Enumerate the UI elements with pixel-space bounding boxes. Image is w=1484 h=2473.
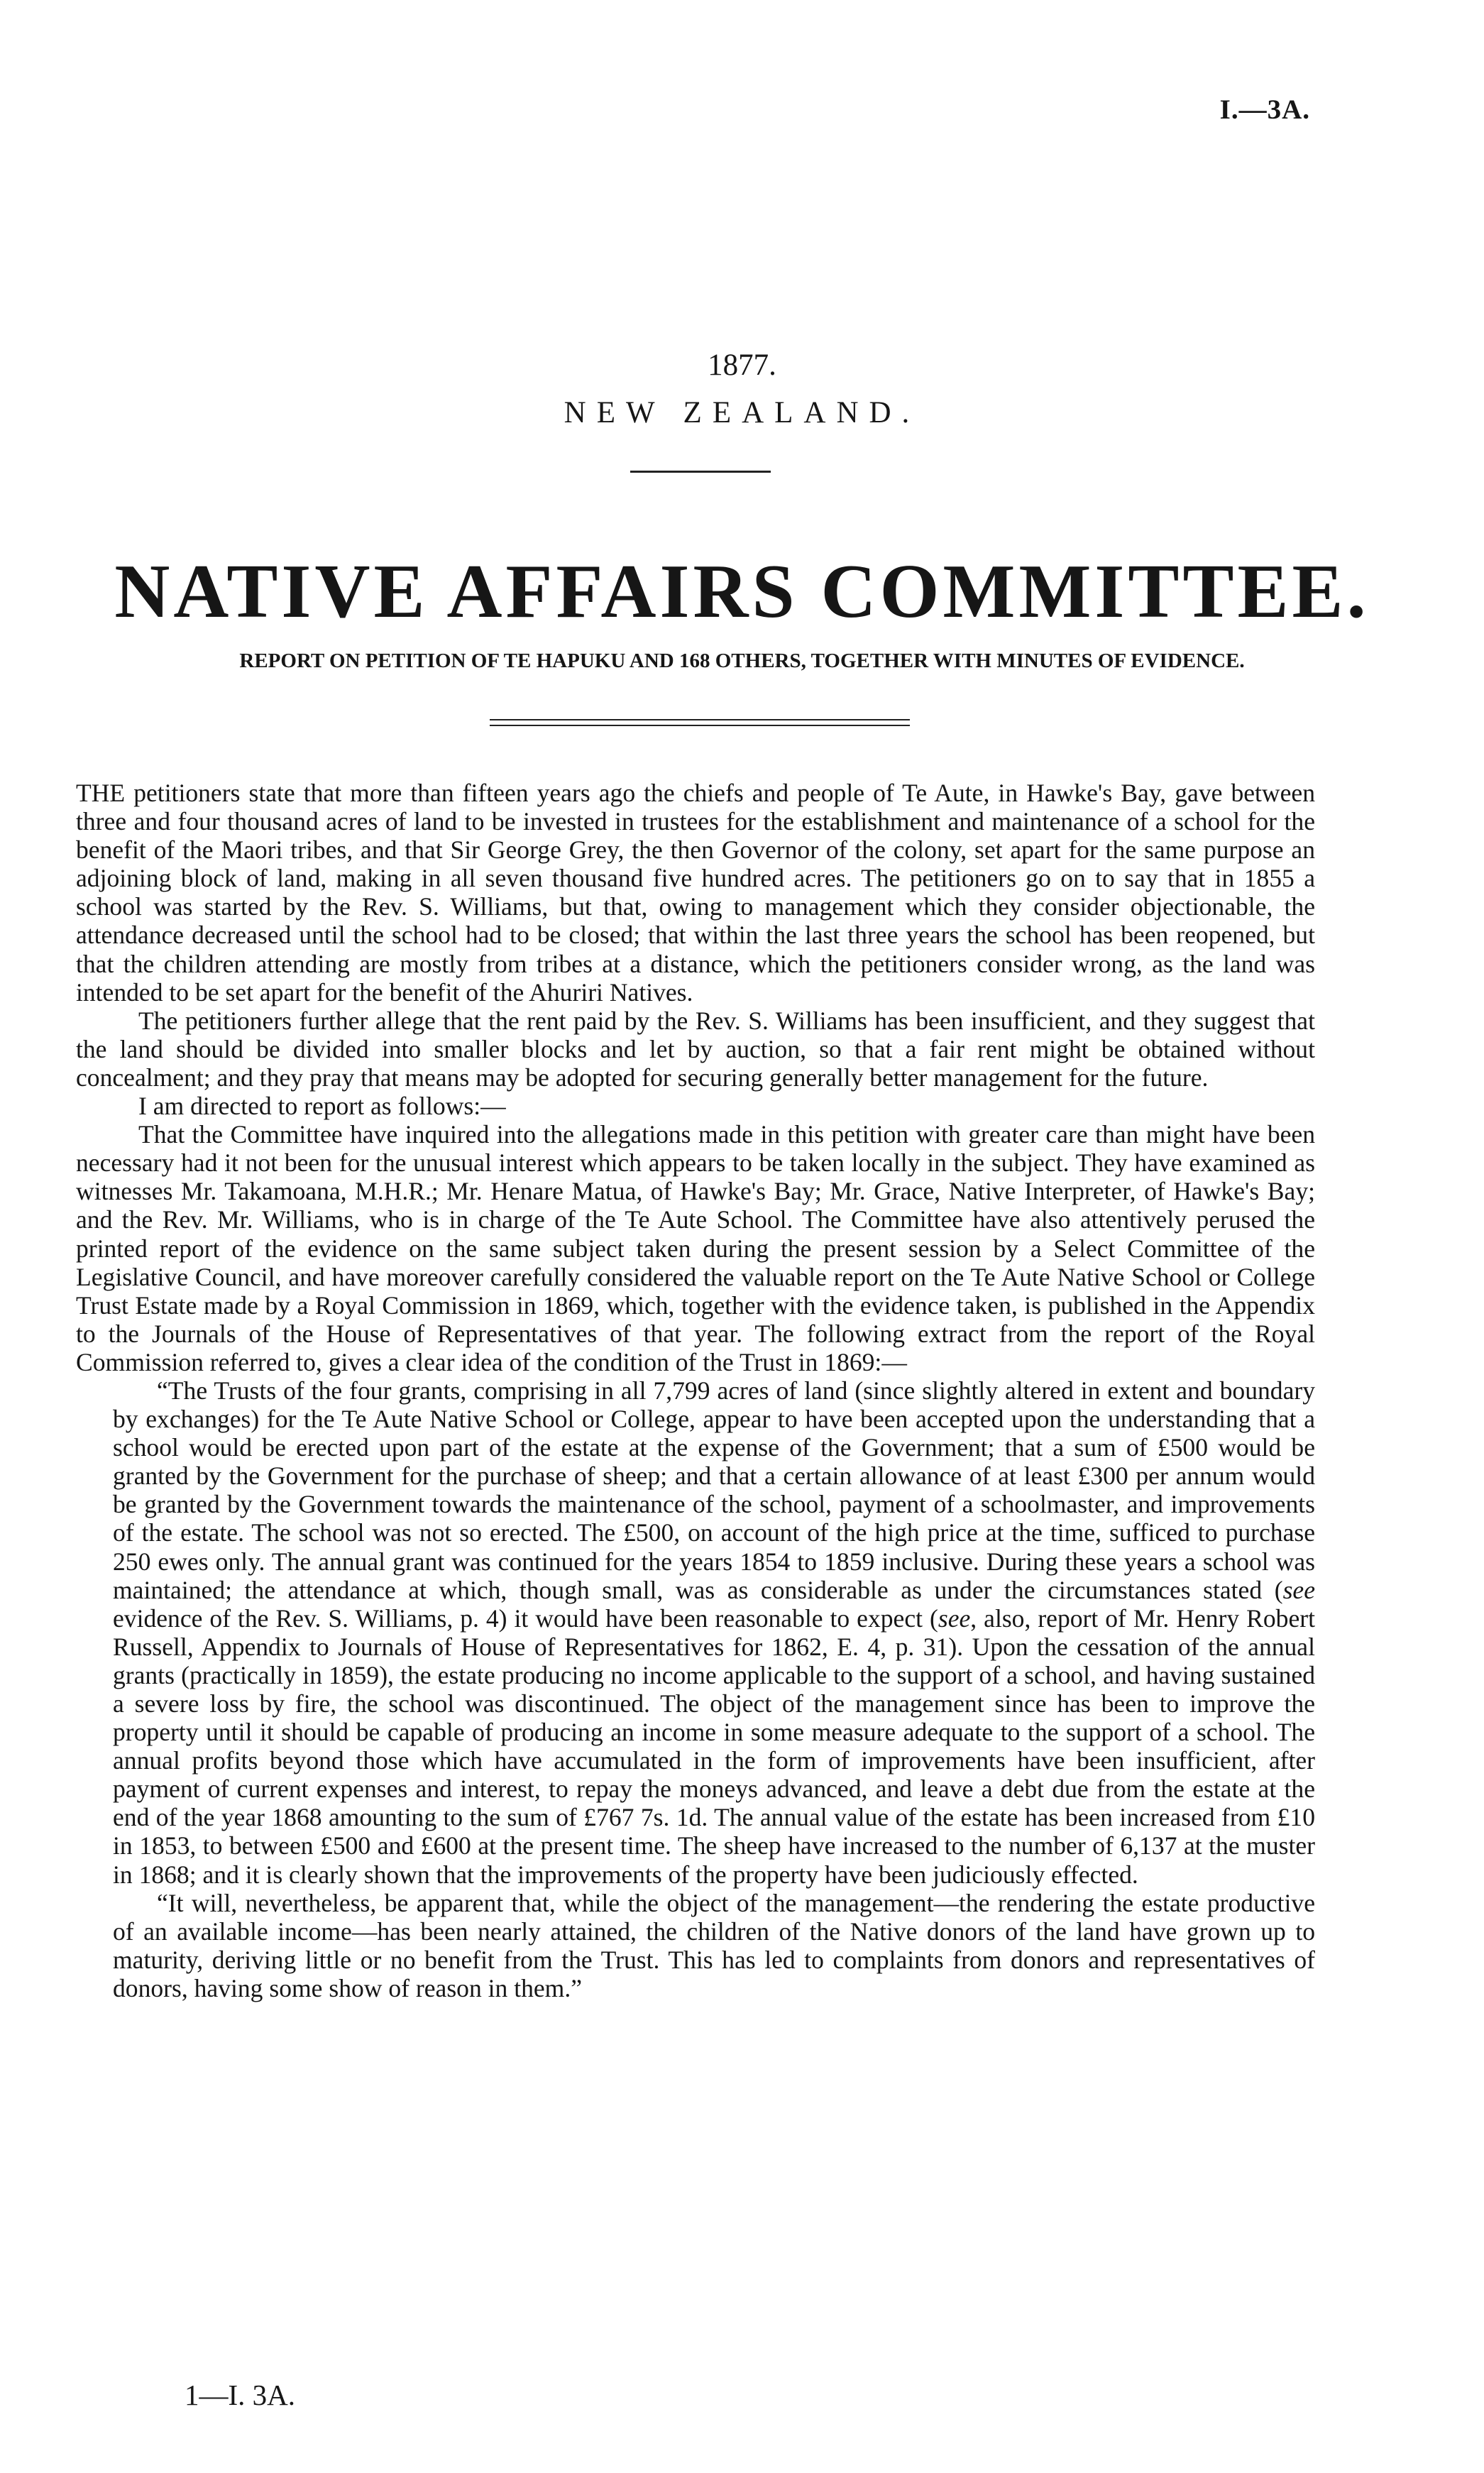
quote-text: “The Trusts of the four grants, comprising in all 7,799 acres of land (since slightly altered in extent and boundary by exchanges) for the Te Aute Native School or College, appear to have been accepted upon the understanding that a school would be erected upon part of the estate at the expense of the Government; that a sum of £500 would be granted by the Government for the purchase of sheep; and that a certain allowance of at least £300 per annum would be granted by the Government towards the maintenance of the school, payment of a schoolmaster, and improvements of the estate. The school was not so erected. The £500, on account of the high price at the time, sufficed to purchase 250 ewes only. The annual grant was continued for the years 1854 to 1859 inclusive. During these years a school was maintained; the attendance at which, though small, was as considerable as under the circumstances stated ( [113,1376,1315,1604]
double-divider [490,719,910,726]
paragraph: That the Committee have inquired into the allegations made in this petition with greater care than might have been necessary had it not been for the unusual interest which appears to be taken locally in the subject. They have examined as witnesses Mr. Takamoana, M.H.R.; Mr. Henare Matua, of Hawke's Bay; Mr. Grace, Native Interpreter, of Hawke's Bay; and the Rev. Mr. Williams, who is in charge of the Te Aute School. The Committee have also attentively perused the printed report of the evidence on the same subject taken during the present session by a Select Committee of the Legislative Council, and have moreover carefully considered the valuable report on the Te Aute Native School or College Trust Estate made by a Royal Commission in 1869, which, together with the evidence taken, is published in the Appendix to the Journals of the House of Representatives of that year. The following extract from the report of the Royal Commission referred to, gives a clear idea of the condition of the Trust in 1869:— [76,1120,1315,1376]
quote-italic: see [1282,1575,1315,1604]
divider [630,471,771,473]
report-body [76,779,1315,2002]
paragraph: The petitioners further allege that the rent paid by the Rev. S. Williams has been insufficient, and they suggest that the land should be divided into smaller blocks and let by auction, so that a fair rent might be obtained without concealment; and they pray that means may be adopted for securing generally better management for the future. [76,1006,1315,1092]
page-subtitle: REPORT ON PETITION OF TE HAPUKU AND 168 OTHERS, TOGETHER WITH MINUTES OF EVIDENCE. [239,649,1245,672]
quoted-paragraph: “It will, nevertheless, be apparent that, while the object of the management—the rendering the estate productive of an available income—has been nearly attained, the children of the Native donors of the land have grown up to maturity, deriving little or no benefit from the Trust. This has led to complaints from donors and representatives of donors, having some show of reason in them.” [113,1888,1315,2002]
page-signature: 1—I. 3A. [185,2379,296,2411]
quote-text: evidence of the Rev. S. Williams, p. 4) it would have been reasonable to expect ( [113,1603,938,1633]
page-id: I.—3A. [1219,94,1310,125]
paragraph: THE petitioners state that more than fifteen years ago the chiefs and people of Te Aute, in Hawke's Bay, gave between three and four thousand acres of land to be invested in trustees for the establishment and maintenance of a school for the benefit of the Maori tribes, and that Sir George Grey, the then Governor of the colony, set apart for the same purpose an adjoining block of land, making in all seven thousand five hundred acres. The petitioners go on to say that in 1855 a school was started by the Rev. S. Williams, but that, owing to management which they consider objectionable, the attendance decreased until the school had to be closed; that within the last three years the school has been reopened, but that the children attending are mostly from tribes at a distance, which the petitioners consider wrong, as the land was intended to be set apart for the benefit of the Ahuriri Natives. [76,779,1315,1007]
page-title: NATIVE AFFAIRS COMMITTEE. [114,549,1370,634]
quote-italic: see [938,1603,971,1633]
quoted-paragraph [113,1376,1315,1889]
paragraph: I am directed to report as follows:— [138,1092,506,1121]
quote-text: , also, report of Mr. Henry Robert Russell, Appendix to Journals of House of Representatives for 1862, E. 4, p. 31). Upon the cessation of the annual grants (practically in 1859), the estate producing no income applicable to the support of a school, and having sustained a severe loss by fire, the school was discontinued. The object of the management since has been to improve the property until it should be capable of producing an income in some measure adequate to the support of a school. The annual profits beyond those which have accumulated in the form of improvements have been insufficient, after payment of current expenses and interest, to repay the moneys advanced, and leave a debt due from the estate at the end of the year 1868 amounting to the sum of £767 7s. 1d. The annual value of the estate has been increased from £10 in 1853, to between £500 and £600 at the present time. The sheep have increased to the number of 6,137 at the muster in 1868; and it is clearly shown that the improvements of the property have been judiciously effected. [113,1603,1315,1889]
country-heading: NEW ZEALAND. [564,396,920,429]
year: 1877. [708,349,776,382]
